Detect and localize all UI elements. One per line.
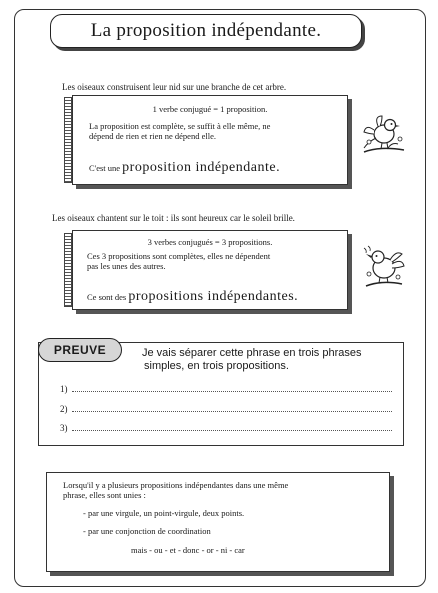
conclusion-1-term: proposition indépendante. [122,160,281,175]
answer-line-2-dots [72,411,393,412]
conclusion-2-term: propositions indépendantes. [128,289,299,304]
explanation-frame-1 [72,95,348,185]
answer-line-2-label: 2) [60,404,68,414]
answer-line-3-dots [72,430,393,431]
bird-on-branch-icon [360,112,408,158]
frame-1-hatch [64,97,72,183]
answer-line-1[interactable] [60,382,392,394]
answer-line-1-dots [72,391,393,392]
exercise-instruction-line1: Je vais séparer cette phrase en trois phrases [142,347,362,359]
explanation-1-line2: dépend de rien et rien ne dépend elle. [89,131,216,141]
conclusion-2 [87,289,298,305]
explanation-1-line1: La proposition est complète, se suffit à elle même, ne [89,121,271,131]
bird-singing-icon [360,244,408,290]
conjunction-list: mais - ou - et - donc - or - ni - car [131,545,245,555]
explanation-2-line1: Ces 3 propositions sont complètes, elles ne dépendent [87,251,271,261]
conclusion-2-prefix: Ce sont des [87,292,127,302]
conclusion-1 [89,160,280,176]
rule-text-1: 1 verbe conjugué = 1 proposition. [152,104,268,114]
page-title: La proposition indépendante. [50,14,362,48]
answer-line-3-label: 3) [60,423,68,433]
rule-item-punctuation: - par une virgule, un point-virgule, deux points. [83,508,245,518]
exercise-instruction [142,347,392,373]
conclusion-1-prefix: C'est une [89,163,121,173]
exercise-instruction-line2: simples, en trois propositions. [144,360,289,372]
rule-intro-line2: phrase, elles sont unies : [63,490,146,500]
rule-item-conjunction: - par une conjonction de coordination [83,526,211,536]
explanation-frame-2 [72,230,348,310]
answer-line-1-label: 1) [60,384,68,394]
answer-line-3[interactable] [60,421,392,433]
example-sentence-1: Les oiseaux construisent leur nid sur une branche de cet arbre. [62,82,287,92]
example-sentence-2: Les oiseaux chantent sur le toit : ils sont heureux car le soleil brille. [52,213,295,223]
explanation-2-line2: pas les unes des autres. [87,261,166,271]
rule-text-2: 3 verbes conjugués = 3 propositions. [147,237,273,247]
summary-rule-box [46,472,390,572]
frame-2-hatch [64,233,72,307]
preuve-badge: PREUVE [38,338,122,362]
rule-intro-line1: Lorsqu'il y a plusieurs propositions indépendantes dans une même [63,480,289,490]
answer-line-2[interactable] [60,402,392,414]
